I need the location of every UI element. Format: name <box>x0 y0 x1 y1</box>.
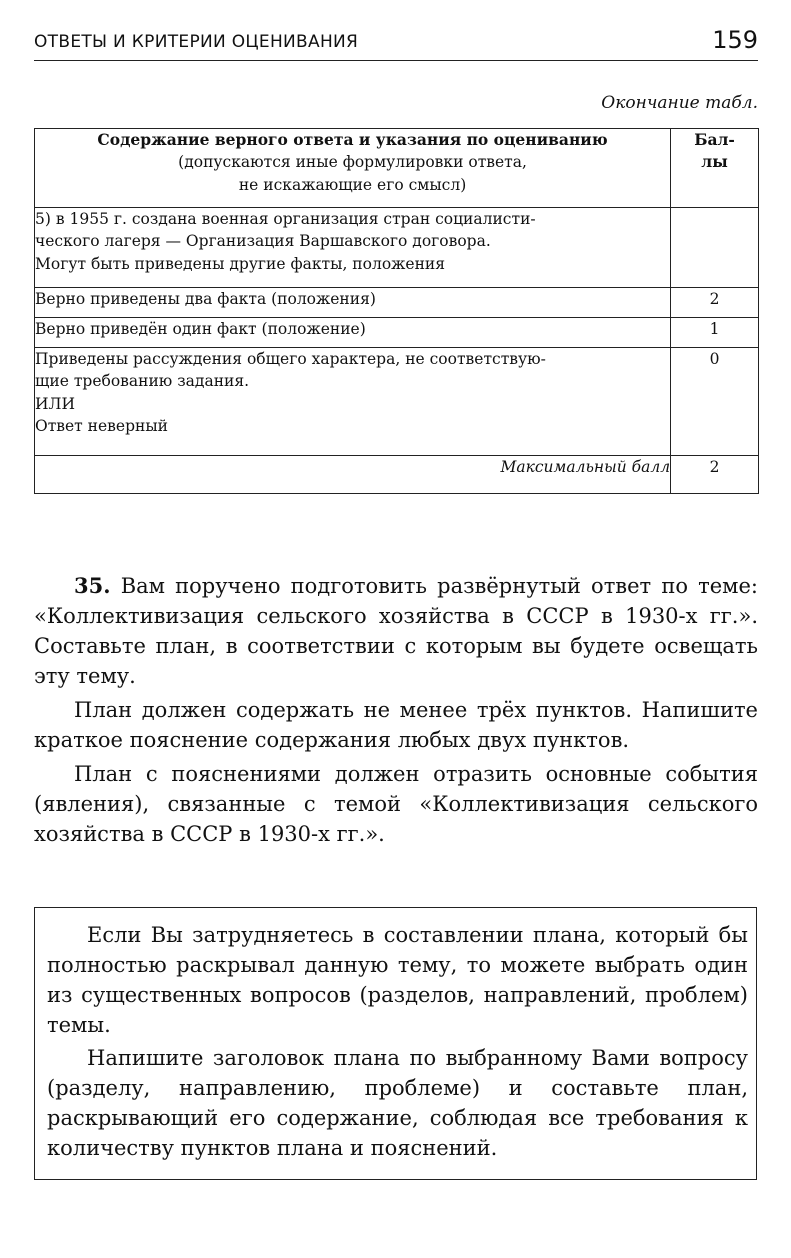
hint-box <box>34 907 757 1180</box>
running-head <box>34 26 758 61</box>
table-row <box>35 288 759 318</box>
score-cell: 1 <box>671 318 759 348</box>
max-score-row <box>35 456 759 494</box>
table-header-row <box>35 129 759 208</box>
content-cell <box>35 208 671 288</box>
content-line: Ответ неверный <box>35 417 169 436</box>
header-content-cell <box>35 129 671 208</box>
hint-paragraph: Напишите заголовок плана по выбранному Вами вопросу (разделу, направлению, проблеме) и составьте план, раскрывающий его содержание, соблюдая все требования к количеству пунктов плана и пояснений. <box>47 1046 748 1160</box>
task-text: Вам поручено подготовить развёрнутый ответ по теме: «Коллективизация сельского хозяйства в СССР в 1930-х гг.». Составьте план, в соответствии с которым вы будете освещать эту тему. <box>34 574 758 688</box>
content-cell: Верно приведён один факт (положение) <box>35 318 671 348</box>
task-paragraph: План должен содержать не менее трёх пунктов. Напишите краткое пояснение содержания любых двух пунктов. <box>34 698 758 752</box>
content-cell: Верно приведены два факта (положения) <box>35 288 671 318</box>
table-row <box>35 348 759 456</box>
header-score-line2: лы <box>701 151 728 171</box>
table-row <box>35 208 759 288</box>
section-title: ОТВЕТЫ И КРИТЕРИИ ОЦЕНИВАНИЯ <box>34 32 359 52</box>
task-number: 35. <box>74 573 111 598</box>
content-cell <box>35 348 671 456</box>
content-line: щие требованию задания. <box>35 372 250 391</box>
header-content-note-line2: не искажающие его смысл) <box>238 175 467 194</box>
header-score-cell <box>671 129 759 208</box>
max-score-label: Максимальный балл <box>35 456 671 494</box>
content-line: Приведены рассуждения общего характера, не соответствую- <box>35 350 546 368</box>
score-cell: 2 <box>671 288 759 318</box>
task-paragraph: План с пояснениями должен отразить основные события (явления), связанные с темой «Коллективизация сельского хозяйства в СССР в 1930-х гг.». <box>34 762 758 846</box>
page-number: 159 <box>712 26 758 54</box>
task-35 <box>34 571 758 849</box>
score-cell <box>671 208 759 288</box>
content-line: ИЛИ <box>35 394 75 413</box>
content-line: Могут быть приведены другие факты, положения <box>35 254 446 273</box>
header-score-line1: Бал- <box>694 130 735 149</box>
hint-paragraph: Если Вы затрудняетесь в составлении плана, который бы полностью раскрывал данную тему, то можете выбрать один из существенных вопросов (разделов, направлений, проблем) темы. <box>47 923 748 1037</box>
task-paragraph <box>34 571 758 691</box>
table-row <box>35 318 759 348</box>
content-line: ческого лагеря — Организация Варшавского договора. <box>35 232 491 251</box>
content-line: 5) в 1955 г. создана военная организация стран социалисти- <box>35 210 536 228</box>
header-content-note-line1: (допускаются иные формулировки ответа, <box>178 153 527 172</box>
grading-table <box>34 128 759 494</box>
header-content-title: Содержание верного ответа и указания по оцениванию <box>97 130 608 149</box>
table-continuation-note: Окончание табл. <box>601 93 758 113</box>
max-score-value: 2 <box>671 456 759 494</box>
score-cell: 0 <box>671 348 759 456</box>
